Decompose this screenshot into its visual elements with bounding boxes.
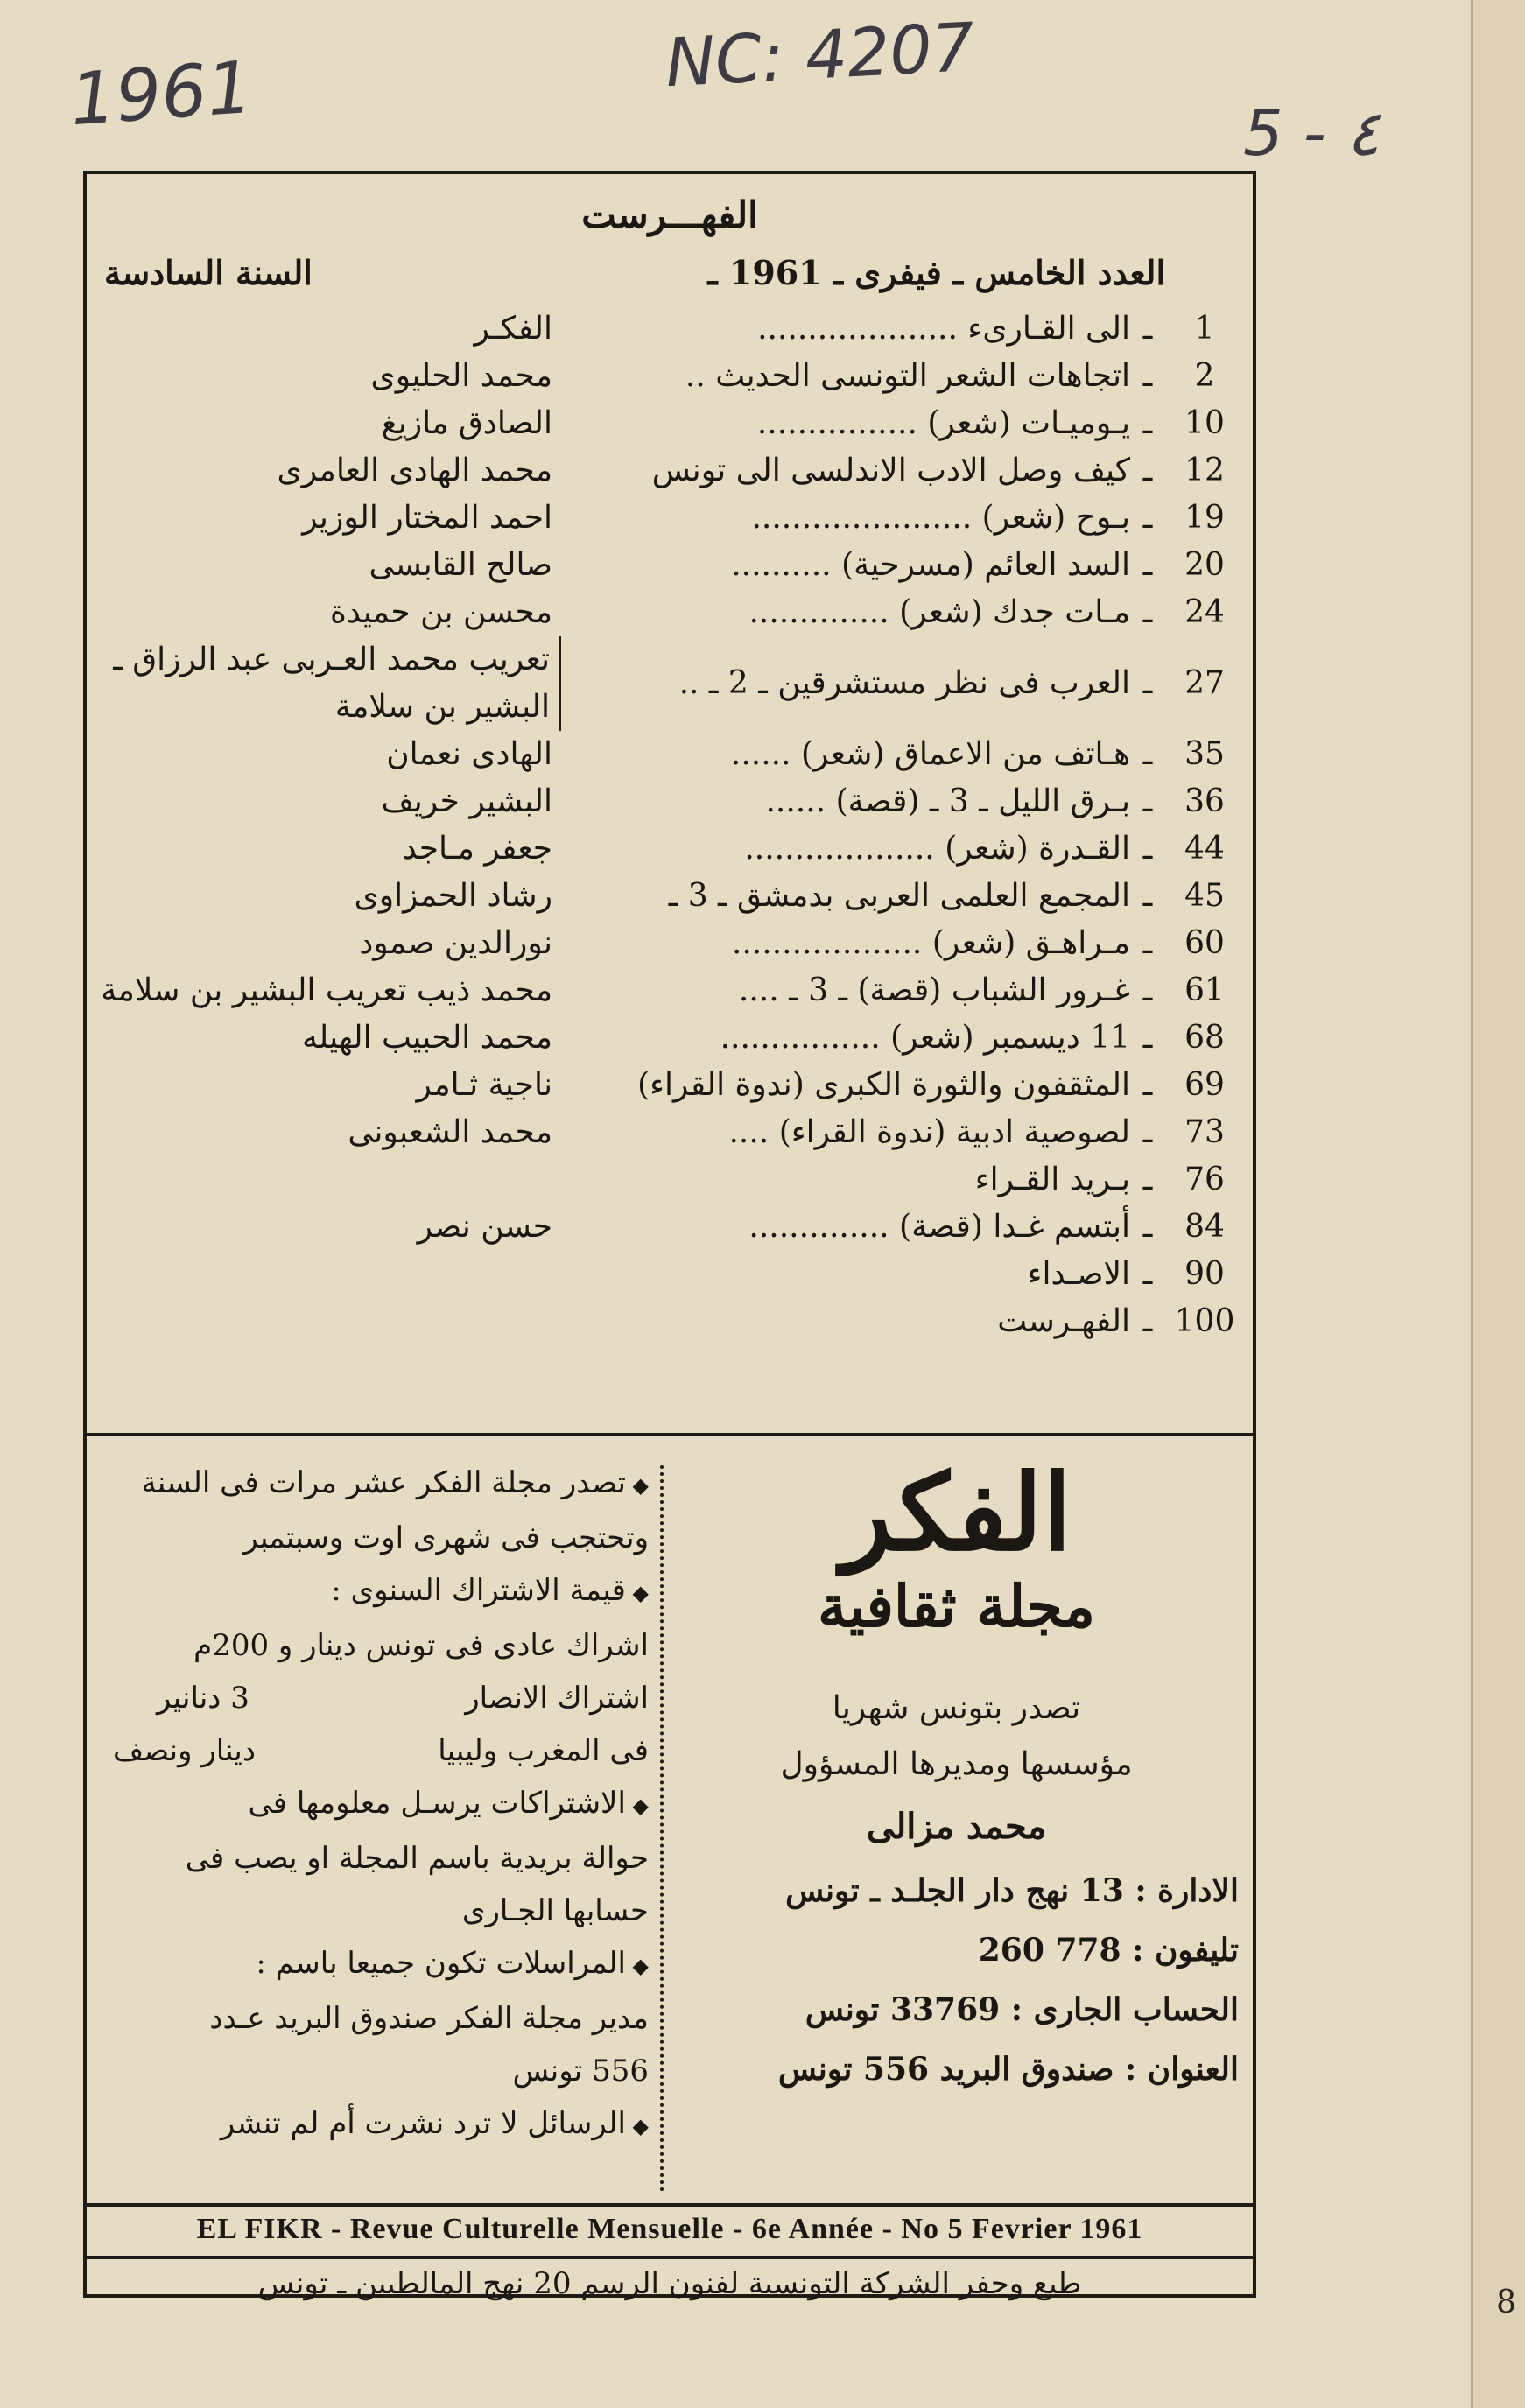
founder-name: محمد مزالى <box>866 1806 1047 1847</box>
toc-entry-title: هـاتف من الاعماق (شعر) ...... <box>730 736 1130 772</box>
toc-page: 84 <box>1184 1209 1225 1245</box>
toc-row[interactable]: 1 ـ الى القـارىء .................... الفكـر <box>95 305 1244 353</box>
toc-author: محمد الحليوى <box>370 358 552 394</box>
toc-row[interactable]: 100 ـ الفهـرست <box>95 1298 1244 1345</box>
toc-row[interactable]: 76 ـ بـريد القـراء <box>95 1156 1244 1204</box>
toc-page: 20 <box>1184 547 1225 583</box>
toc-page: 100 <box>1174 1303 1235 1339</box>
magazine-logo: الفكر <box>840 1451 1072 1575</box>
toc-page: 27 <box>1184 665 1225 701</box>
toc-entry-title: بـوح (شعر) ...................... <box>751 500 1130 536</box>
toc-entry-title: مـات جدك (شعر) .............. <box>748 594 1130 630</box>
column-divider <box>660 1465 664 2192</box>
toc-list <box>95 305 1244 1345</box>
toc-row[interactable]: 73 ـ لصوصية ادبية (ندوة القراء) .... محمد الشعبونى <box>95 1109 1244 1156</box>
toc-row[interactable]: 68 ـ 11 ديسمبر (شعر) ................ محمد الحبيب الهيله <box>95 1014 1244 1062</box>
toc-author: الهادى نعمان <box>386 736 552 772</box>
toc-row[interactable]: 60 ـ مـراهـق (شعر) ................... نورالدين صمود <box>95 920 1244 967</box>
toc-author: رشاد الحمزاوى <box>354 878 552 914</box>
subscription-line: وتحتجب فى شهرى اوت وسبتمبر <box>243 1520 649 1555</box>
toc-page: 19 <box>1184 500 1225 536</box>
toc-author: جعفر مـاجد <box>402 831 552 867</box>
toc-row[interactable]: 2 ـ اتجاهات الشعر التونسى الحديث .. محمد الحليوى <box>95 353 1244 400</box>
toc-row[interactable]: 24 ـ مـات جدك (شعر) .............. محسن بن حميدة <box>95 589 1244 636</box>
toc-page: 90 <box>1184 1256 1225 1292</box>
founder-label: مؤسسها ومديرها المسؤول <box>780 1746 1133 1782</box>
toc-entry-title: كيف وصل الادب الاندلسى الى تونس <box>651 453 1130 488</box>
toc-author: البشير خريف <box>381 783 552 819</box>
toc-entry-title: بـرق الليل ـ 3 ـ (قصة) ...... <box>765 783 1130 819</box>
toc-row[interactable]: 61 ـ غـرور الشباب (قصة) ـ 3 ـ .... محمد ذيب تعريب البشير بن سلامة <box>95 967 1244 1014</box>
toc-author: محسن بن حميدة <box>329 594 552 630</box>
toc-entry-title: القـدرة (شعر) ................... <box>744 831 1130 867</box>
page-frame <box>83 171 1256 2301</box>
side-page-number: 8 <box>1496 2285 1516 2320</box>
toc-entry-title: 11 ديسمبر (شعر) ................ <box>720 1020 1130 1056</box>
handwritten-volume-mark: 5 - ٤ <box>1243 96 1381 170</box>
phone-number: تليفون : 778 260 <box>978 1932 1239 1969</box>
issue-info: العدد الخامس ـ فيفرى ـ 1961 ـ <box>707 253 1165 292</box>
toc-page: 61 <box>1184 972 1225 1008</box>
magazine-subtitle: مجلة ثقافية <box>818 1572 1095 1640</box>
toc-row[interactable]: 12 ـ كيف وصل الادب الاندلسى الى تونس محمد الهادى العامرى <box>95 447 1244 495</box>
subscription-line: ◆ تصدر مجلة الفكر عشر مرات فى السنة <box>87 1457 649 1512</box>
toc-row[interactable]: 19 ـ بـوح (شعر) ...................... احمد المختار الوزير <box>95 495 1244 542</box>
year-label: السنة السادسة <box>104 253 313 292</box>
postal-address: العنوان : صندوق البريد 556 تونس <box>777 2051 1239 2088</box>
toc-entry-title: غـرور الشباب (قصة) ـ 3 ـ .... <box>738 972 1130 1008</box>
handwritten-catalog-code: NC: 4207 <box>663 7 977 102</box>
toc-entry-title: المثقفون والثورة الكبرى (ندوة القراء) <box>637 1067 1130 1103</box>
toc-row[interactable]: 36 ـ بـرق الليل ـ 3 ـ (قصة) ...... البشير خريف <box>95 778 1244 825</box>
supporters-rate: اشتراك الانصار 3 دنانير <box>157 1681 649 1716</box>
subscription-line: ◆ قيمة الاشتراك السنوى : <box>87 1564 649 1619</box>
subscription-line: 556 تونس <box>512 2053 649 2089</box>
current-account: الحساب الجارى : 33769 تونس <box>805 1991 1239 2028</box>
subscription-line: اشراك عادى فى تونس دينار و 200م <box>193 1628 649 1663</box>
toc-entry-title: بـريد القـراء <box>974 1162 1130 1197</box>
handwritten-year: 1961 <box>67 46 256 143</box>
toc-author: محمد الشعبونى <box>348 1114 552 1150</box>
toc-page: 1 <box>1194 311 1215 347</box>
toc-row[interactable]: 35 ـ هـاتف من الاعماق (شعر) ...... الهادى نعمان <box>95 731 1244 778</box>
toc-entry-title: مـراهـق (شعر) ................... <box>731 925 1130 961</box>
subscription-line: حسابها الجـارى <box>461 1893 649 1928</box>
toc-row[interactable]: 10 ـ يـوميـات (شعر) ................ الصادق مازيغ <box>95 400 1244 447</box>
toc-page: 68 <box>1184 1020 1225 1056</box>
toc-author: حسن نصر <box>417 1209 552 1245</box>
toc-entry-title: اتجاهات الشعر التونسى الحديث .. <box>685 358 1130 394</box>
subscription-line: ◆ الاشتراكات يرسـل معلومها فى <box>87 1777 649 1832</box>
toc-title: الفهـــرست <box>581 193 758 236</box>
toc-entry-title: الاصـداء <box>1027 1256 1130 1292</box>
publication-frequency: تصدر بتونس شهريا <box>832 1690 1081 1726</box>
subscription-line: ◆ الرسائل لا ترد نشرت أم لم تنشر <box>87 2097 649 2152</box>
toc-page: 45 <box>1184 878 1225 914</box>
toc-author: محمد الحبيب الهيله <box>301 1020 552 1056</box>
issue-line <box>104 253 1165 292</box>
maghreb-rate: فى المغرب وليبيا دينار ونصف <box>113 1733 649 1768</box>
toc-entry-title: أبتسم غـدا (قصة) .............. <box>748 1209 1130 1245</box>
masthead-block <box>669 1451 1244 2099</box>
toc-row[interactable]: 27 ـ العرب فى نظر مستشرقين ـ 2 ـ .. تعريب محمد العـربى عبد الرزاق ـ البشير بن سلامة <box>95 636 1244 731</box>
toc-author: محمد الهادى العامرى <box>277 453 552 488</box>
toc-entry-title: لصوصية ادبية (ندوة القراء) .... <box>728 1114 1130 1150</box>
admin-address: الادارة : 13 نهج دار الجلـد ـ تونس <box>785 1872 1239 1909</box>
toc-entry-title: الفهـرست <box>997 1303 1130 1339</box>
toc-row[interactable]: 84 ـ أبتسم غـدا (قصة) .............. حسن نصر <box>95 1204 1244 1251</box>
toc-row[interactable]: 45 ـ المجمع العلمى العربى بدمشق ـ 3 ـ رشاد الحمزاوى <box>95 873 1244 920</box>
toc-author: نورالدين صمود <box>359 925 552 961</box>
toc-page: 12 <box>1184 453 1225 488</box>
toc-author: تعريب محمد العـربى عبد الرزاق ـ البشير بن سلامة <box>95 636 561 731</box>
toc-page: 69 <box>1184 1067 1225 1103</box>
subscription-line: ◆ المراسلات تكون جميعا باسم : <box>87 1937 649 1992</box>
toc-page: 24 <box>1184 594 1225 630</box>
toc-row[interactable]: 69 ـ المثقفون والثورة الكبرى (ندوة القراء) ناجية ثـامر <box>95 1062 1244 1109</box>
subscription-info <box>87 1457 656 2152</box>
subscription-line: حوالة بريدية باسم المجلة او يصب فى <box>185 1841 649 1876</box>
toc-entry-title: العرب فى نظر مستشرقين ـ 2 ـ .. <box>678 665 1130 701</box>
toc-page: 10 <box>1184 405 1225 441</box>
info-section <box>87 1439 1253 2201</box>
printer-credit: طبع وحفر الشركة التونسية لفنون الرسم 20 نهج المالطيين ـ تونس <box>257 2266 1082 2301</box>
toc-entry-title: يـوميـات (شعر) ................ <box>756 405 1130 441</box>
toc-page: 76 <box>1184 1162 1225 1197</box>
subscription-line: مدير مجلة الفكر صندوق البريد عـدد <box>209 2001 649 2036</box>
toc-author: محمد ذيب تعريب البشير بن سلامة <box>101 972 552 1008</box>
toc-row[interactable]: 90 ـ الاصـداء <box>95 1251 1244 1298</box>
toc-page: 60 <box>1184 925 1225 961</box>
toc-author: احمد المختار الوزير <box>302 500 552 536</box>
page-edge <box>1471 0 1525 2408</box>
section-divider <box>87 1433 1253 1436</box>
toc-author: ناجية ثـامر <box>416 1067 552 1103</box>
toc-page: 35 <box>1184 736 1225 772</box>
toc-page: 2 <box>1194 358 1215 394</box>
toc-author: الصادق مازيغ <box>381 405 552 441</box>
toc-author: الفكـر <box>474 311 552 347</box>
toc-entry-title: السد العائم (مسرحية) .......... <box>731 547 1130 583</box>
toc-entry-title: المجمع العلمى العربى بدمشق ـ 3 ـ <box>668 878 1130 914</box>
toc-row[interactable]: 20 ـ السد العائم (مسرحية) .......... صالح القابسى <box>95 542 1244 589</box>
toc-author: صالح القابسى <box>369 547 552 583</box>
toc-page: 36 <box>1184 783 1225 819</box>
toc-row[interactable]: 44 ـ القـدرة (شعر) ................... جعفر مـاجد <box>95 825 1244 873</box>
toc-page: 73 <box>1184 1114 1225 1150</box>
toc-entry-title: الى القـارىء .................... <box>757 311 1130 347</box>
french-footer: EL FIKR - Revue Culturelle Mensuelle - 6e Année - No 5 Fevrier 1961 <box>196 2213 1143 2245</box>
toc-page: 44 <box>1184 831 1225 867</box>
